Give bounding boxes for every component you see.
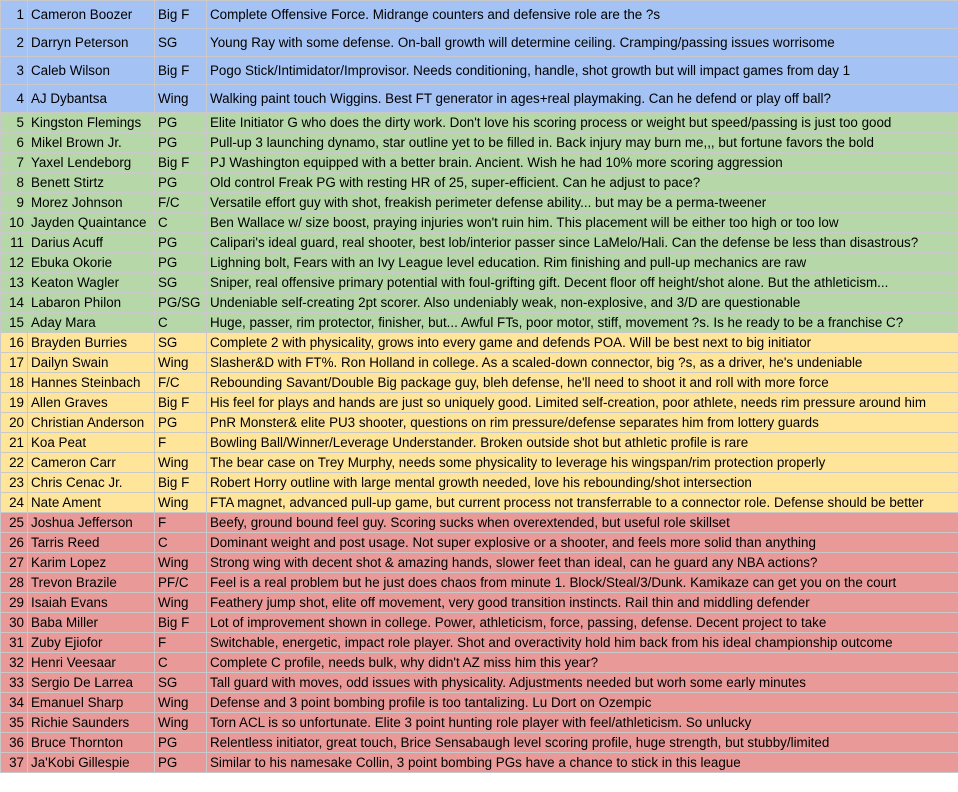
position-cell[interactable]: Big F <box>155 153 207 173</box>
rank-cell[interactable]: 17 <box>1 353 28 373</box>
table-row <box>1 433 958 453</box>
table-row <box>1 513 958 533</box>
table-row <box>1 493 958 513</box>
position-cell[interactable]: SG <box>155 29 207 57</box>
scouting-note-cell[interactable]: Tall guard with moves, odd issues with physicality. Adjustments needed but worh some early minutes <box>207 673 958 693</box>
table-row <box>1 633 958 653</box>
scouting-note-cell[interactable]: Feel is a real problem but he just does chaos from minute 1. Block/Steal/3/Dunk. Kamikaze can get you on the court <box>207 573 958 593</box>
rank-cell[interactable]: 28 <box>1 573 28 593</box>
table-row <box>1 413 958 433</box>
position-cell[interactable]: SG <box>155 273 207 293</box>
rank-cell[interactable]: 34 <box>1 693 28 713</box>
scouting-note-cell[interactable]: Bowling Ball/Winner/Leverage Understander. Broken outside shot but athletic profile is rare <box>207 433 958 453</box>
player-name-cell[interactable]: Sergio De Larrea <box>28 673 155 693</box>
position-cell[interactable]: Wing <box>155 85 207 113</box>
player-name-cell[interactable]: Darius Acuff <box>28 233 155 253</box>
player-name-cell[interactable]: Kingston Flemings <box>28 113 155 133</box>
scouting-note-cell[interactable]: Sniper, real offensive primary potential with foul-grifting gift. Decent floor off height/shot alone. But the athleticism... <box>207 273 958 293</box>
table-row <box>1 673 958 693</box>
position-cell[interactable]: PG/SG <box>155 293 207 313</box>
player-name-cell[interactable]: Brayden Burries <box>28 333 155 353</box>
rank-cell[interactable]: 5 <box>1 113 28 133</box>
table-row <box>1 533 958 553</box>
table-row <box>1 713 958 733</box>
rank-cell[interactable]: 15 <box>1 313 28 333</box>
scouting-note-cell[interactable]: Elite Initiator G who does the dirty work. Don't love his scoring process or weight but speed/passing is just too good <box>207 113 958 133</box>
rank-cell[interactable]: 12 <box>1 253 28 273</box>
position-cell[interactable]: PG <box>155 753 207 773</box>
position-cell[interactable]: Big F <box>155 57 207 85</box>
player-name-cell[interactable]: Labaron Philon <box>28 293 155 313</box>
rank-cell[interactable]: 23 <box>1 473 28 493</box>
rank-cell[interactable]: 7 <box>1 153 28 173</box>
table-body <box>1 1 958 773</box>
table-row <box>1 193 958 213</box>
scouting-note-cell[interactable]: Slasher&D with FT%. Ron Holland in college. As a scaled-down connector, big ?s, as a driver, he's undeniable <box>207 353 958 373</box>
scouting-note-cell[interactable]: Calipari's ideal guard, real shooter, best lob/interior passer since LaMelo/Hali. Can the defense be less than disastrous? <box>207 233 958 253</box>
scouting-note-cell[interactable]: Pogo Stick/Intimidator/Improvisor. Needs conditioning, handle, shot growth but will impact games from day 1 <box>207 57 958 85</box>
table-row <box>1 333 958 353</box>
rank-cell[interactable]: 24 <box>1 493 28 513</box>
rank-cell[interactable]: 22 <box>1 453 28 473</box>
scouting-note-cell[interactable]: Lot of improvement shown in college. Power, athleticism, force, passing, defense. Decent project to take <box>207 613 958 633</box>
scouting-note-cell[interactable]: Complete 2 with physicality, grows into every game and defends POA. Will be best next to big initiator <box>207 333 958 353</box>
position-cell[interactable]: Wing <box>155 713 207 733</box>
table-row <box>1 573 958 593</box>
position-cell[interactable]: PG <box>155 133 207 153</box>
player-name-cell[interactable]: AJ Dybantsa <box>28 85 155 113</box>
position-cell[interactable]: PG <box>155 113 207 133</box>
player-name-cell[interactable]: Ja'Kobi Gillespie <box>28 753 155 773</box>
scouting-note-cell[interactable]: Walking paint touch Wiggins. Best FT generator in ages+real playmaking. Can he defend or play off ball? <box>207 85 958 113</box>
table-row <box>1 553 958 573</box>
position-cell[interactable]: F <box>155 433 207 453</box>
table-row <box>1 613 958 633</box>
player-name-cell[interactable]: Cameron Carr <box>28 453 155 473</box>
position-cell[interactable]: F <box>155 633 207 653</box>
table-row <box>1 293 958 313</box>
scouting-note-cell[interactable]: Defense and 3 point bombing profile is too tantalizing. Lu Dort on Ozempic <box>207 693 958 713</box>
rank-cell[interactable]: 37 <box>1 753 28 773</box>
player-name-cell[interactable]: Dailyn Swain <box>28 353 155 373</box>
table-row <box>1 113 958 133</box>
position-cell[interactable]: PG <box>155 733 207 753</box>
scouting-note-cell[interactable]: Feathery jump shot, elite off movement, very good transition instincts. Rail thin and middling defender <box>207 593 958 613</box>
position-cell[interactable]: Wing <box>155 553 207 573</box>
rank-cell[interactable]: 9 <box>1 193 28 213</box>
position-cell[interactable]: Wing <box>155 693 207 713</box>
table-row <box>1 373 958 393</box>
player-name-cell[interactable]: Nate Ament <box>28 493 155 513</box>
player-name-cell[interactable]: Mikel Brown Jr. <box>28 133 155 153</box>
player-name-cell[interactable]: Aday Mara <box>28 313 155 333</box>
table-row <box>1 693 958 713</box>
scouting-note-cell[interactable]: Versatile effort guy with shot, freakish perimeter defense ability... but may be a perma-tweener <box>207 193 958 213</box>
position-cell[interactable]: PG <box>155 413 207 433</box>
scouting-note-cell[interactable]: Beefy, ground bound feel guy. Scoring sucks when overextended, but useful role skillset <box>207 513 958 533</box>
table-row <box>1 393 958 413</box>
position-cell[interactable]: C <box>155 653 207 673</box>
rank-cell[interactable]: 3 <box>1 57 28 85</box>
position-cell[interactable]: F/C <box>155 193 207 213</box>
table-row <box>1 753 958 773</box>
player-name-cell[interactable]: Morez Johnson <box>28 193 155 213</box>
position-cell[interactable]: PG <box>155 173 207 193</box>
scouting-note-cell[interactable]: Relentless initiator, great touch, Brice Sensabaugh level scoring profile, huge strength, but stubby/limited <box>207 733 958 753</box>
position-cell[interactable]: Wing <box>155 493 207 513</box>
rank-cell[interactable]: 1 <box>1 1 28 29</box>
player-name-cell[interactable]: Benett Stirtz <box>28 173 155 193</box>
rank-cell[interactable]: 2 <box>1 29 28 57</box>
rank-cell[interactable]: 4 <box>1 85 28 113</box>
scouting-note-cell[interactable]: Young Ray with some defense. On-ball growth will determine ceiling. Cramping/passing issues worrisome <box>207 29 958 57</box>
rank-cell[interactable]: 21 <box>1 433 28 453</box>
player-name-cell[interactable]: Caleb Wilson <box>28 57 155 85</box>
rank-cell[interactable]: 31 <box>1 633 28 653</box>
position-cell[interactable]: Wing <box>155 593 207 613</box>
position-cell[interactable]: C <box>155 313 207 333</box>
scouting-note-cell[interactable]: Lighning bolt, Fears with an Ivy League level education. Rim finishing and pull-up mechanics are raw <box>207 253 958 273</box>
position-cell[interactable]: C <box>155 533 207 553</box>
player-name-cell[interactable]: Karim Lopez <box>28 553 155 573</box>
table-row <box>1 653 958 673</box>
rank-cell[interactable]: 35 <box>1 713 28 733</box>
table-row <box>1 313 958 333</box>
player-name-cell[interactable]: Allen Graves <box>28 393 155 413</box>
table-row <box>1 273 958 293</box>
player-name-cell[interactable]: Isaiah Evans <box>28 593 155 613</box>
rank-cell[interactable]: 13 <box>1 273 28 293</box>
position-cell[interactable]: Big F <box>155 613 207 633</box>
rank-cell[interactable]: 25 <box>1 513 28 533</box>
scouting-note-cell[interactable]: Similar to his namesake Collin, 3 point bombing PGs have a chance to stick in this league <box>207 753 958 773</box>
rank-cell[interactable]: 30 <box>1 613 28 633</box>
player-name-cell[interactable]: Baba Miller <box>28 613 155 633</box>
table-row <box>1 453 958 473</box>
position-cell[interactable]: Big F <box>155 473 207 493</box>
scouting-note-cell[interactable]: Strong wing with decent shot & amazing hands, slower feet than ideal, can he guard any NBA actions? <box>207 553 958 573</box>
player-name-cell[interactable]: Trevon Brazile <box>28 573 155 593</box>
player-name-cell[interactable]: Keaton Wagler <box>28 273 155 293</box>
rank-cell[interactable]: 8 <box>1 173 28 193</box>
rank-cell[interactable]: 10 <box>1 213 28 233</box>
rank-cell[interactable]: 11 <box>1 233 28 253</box>
table-row <box>1 213 958 233</box>
rank-cell[interactable]: 33 <box>1 673 28 693</box>
scouting-note-cell[interactable]: Old control Freak PG with resting HR of 25, super-efficient. Can he adjust to pace? <box>207 173 958 193</box>
rank-cell[interactable]: 32 <box>1 653 28 673</box>
scouting-note-cell[interactable]: Ben Wallace w/ size boost, praying injuries won't ruin him. This placement will be either too high or too low <box>207 213 958 233</box>
rank-cell[interactable]: 19 <box>1 393 28 413</box>
position-cell[interactable]: PG <box>155 233 207 253</box>
scouting-note-cell[interactable]: Dominant weight and post usage. Not super explosive or a shooter, and feels more solid than anything <box>207 533 958 553</box>
scouting-note-cell[interactable]: Robert Horry outline with large mental growth needed, love his rebounding/shot intersection <box>207 473 958 493</box>
table-row <box>1 473 958 493</box>
position-cell[interactable]: Wing <box>155 453 207 473</box>
scouting-note-cell[interactable]: Complete Offensive Force. Midrange counters and defensive role are the ?s <box>207 1 958 29</box>
player-name-cell[interactable]: Darryn Peterson <box>28 29 155 57</box>
table-row <box>1 593 958 613</box>
position-cell[interactable]: PF/C <box>155 573 207 593</box>
player-name-cell[interactable]: Joshua Jefferson <box>28 513 155 533</box>
position-cell[interactable]: F <box>155 513 207 533</box>
player-name-cell[interactable]: Christian Anderson <box>28 413 155 433</box>
scouting-note-cell[interactable]: Pull-up 3 launching dynamo, star outline yet to be filled in. Back injury may burn me,,, but fortune favors the bold <box>207 133 958 153</box>
position-cell[interactable]: Big F <box>155 1 207 29</box>
rank-cell[interactable]: 26 <box>1 533 28 553</box>
player-name-cell[interactable]: Yaxel Lendeborg <box>28 153 155 173</box>
player-name-cell[interactable]: Emanuel Sharp <box>28 693 155 713</box>
scouting-note-cell[interactable]: Huge, passer, rim protector, finisher, but... Awful FTs, poor motor, stiff, movement ?s. Is he ready to be a franchise C? <box>207 313 958 333</box>
scouting-note-cell[interactable]: Switchable, energetic, impact role player. Shot and overactivity hold him back from his ideal championship outcome <box>207 633 958 653</box>
position-cell[interactable]: SG <box>155 333 207 353</box>
table-row <box>1 29 958 57</box>
player-name-cell[interactable]: Jayden Quaintance <box>28 213 155 233</box>
rank-cell[interactable]: 20 <box>1 413 28 433</box>
player-name-cell[interactable]: Chris Cenac Jr. <box>28 473 155 493</box>
scouting-note-cell[interactable]: Complete C profile, needs bulk, why didn't AZ miss him this year? <box>207 653 958 673</box>
table-row <box>1 173 958 193</box>
rank-cell[interactable]: 6 <box>1 133 28 153</box>
table-row <box>1 85 958 113</box>
player-name-cell[interactable]: Cameron Boozer <box>28 1 155 29</box>
player-name-cell[interactable]: Tarris Reed <box>28 533 155 553</box>
scouting-note-cell[interactable]: PJ Washington equipped with a better brain. Ancient. Wish he had 10% more scoring aggression <box>207 153 958 173</box>
table-row <box>1 57 958 85</box>
position-cell[interactable]: F/C <box>155 373 207 393</box>
scouting-note-cell[interactable]: Undeniable self-creating 2pt scorer. Also undeniably weak, non-explosive, and 3/D are questionable <box>207 293 958 313</box>
scouting-note-cell[interactable]: Rebounding Savant/Double Big package guy, bleh defense, he'll need to shoot it and roll with more force <box>207 373 958 393</box>
player-name-cell[interactable]: Henri Veesaar <box>28 653 155 673</box>
position-cell[interactable]: Big F <box>155 393 207 413</box>
player-name-cell[interactable]: Zuby Ejiofor <box>28 633 155 653</box>
scouting-note-cell[interactable]: FTA magnet, advanced pull-up game, but current process not transferrable to a connector role. Defense should be better <box>207 493 958 513</box>
rank-cell[interactable]: 18 <box>1 373 28 393</box>
scouting-note-cell[interactable]: Torn ACL is so unfortunate. Elite 3 point hunting role player with feel/athleticism. So unlucky <box>207 713 958 733</box>
table-row <box>1 733 958 753</box>
scouting-note-cell[interactable]: The bear case on Trey Murphy, needs some physicality to leverage his wingspan/rim protection properly <box>207 453 958 473</box>
player-name-cell[interactable]: Ebuka Okorie <box>28 253 155 273</box>
rank-cell[interactable]: 14 <box>1 293 28 313</box>
table-row <box>1 133 958 153</box>
position-cell[interactable]: C <box>155 213 207 233</box>
player-name-cell[interactable]: Richie Saunders <box>28 713 155 733</box>
position-cell[interactable]: SG <box>155 673 207 693</box>
scouting-note-cell[interactable]: His feel for plays and hands are just so uniquely good. Limited self-creation, poor athlete, needs rim pressure around him <box>207 393 958 413</box>
position-cell[interactable]: Wing <box>155 353 207 373</box>
player-name-cell[interactable]: Bruce Thornton <box>28 733 155 753</box>
position-cell[interactable]: PG <box>155 253 207 273</box>
rank-cell[interactable]: 27 <box>1 553 28 573</box>
rank-cell[interactable]: 29 <box>1 593 28 613</box>
player-name-cell[interactable]: Koa Peat <box>28 433 155 453</box>
player-name-cell[interactable]: Hannes Steinbach <box>28 373 155 393</box>
table-row <box>1 153 958 173</box>
rank-cell[interactable]: 16 <box>1 333 28 353</box>
scouting-note-cell[interactable]: PnR Monster& elite PU3 shooter, questions on rim pressure/defense separates him from lottery guards <box>207 413 958 433</box>
table-row <box>1 1 958 29</box>
rank-cell[interactable]: 36 <box>1 733 28 753</box>
table-row <box>1 353 958 373</box>
table-row <box>1 233 958 253</box>
table-row <box>1 253 958 273</box>
